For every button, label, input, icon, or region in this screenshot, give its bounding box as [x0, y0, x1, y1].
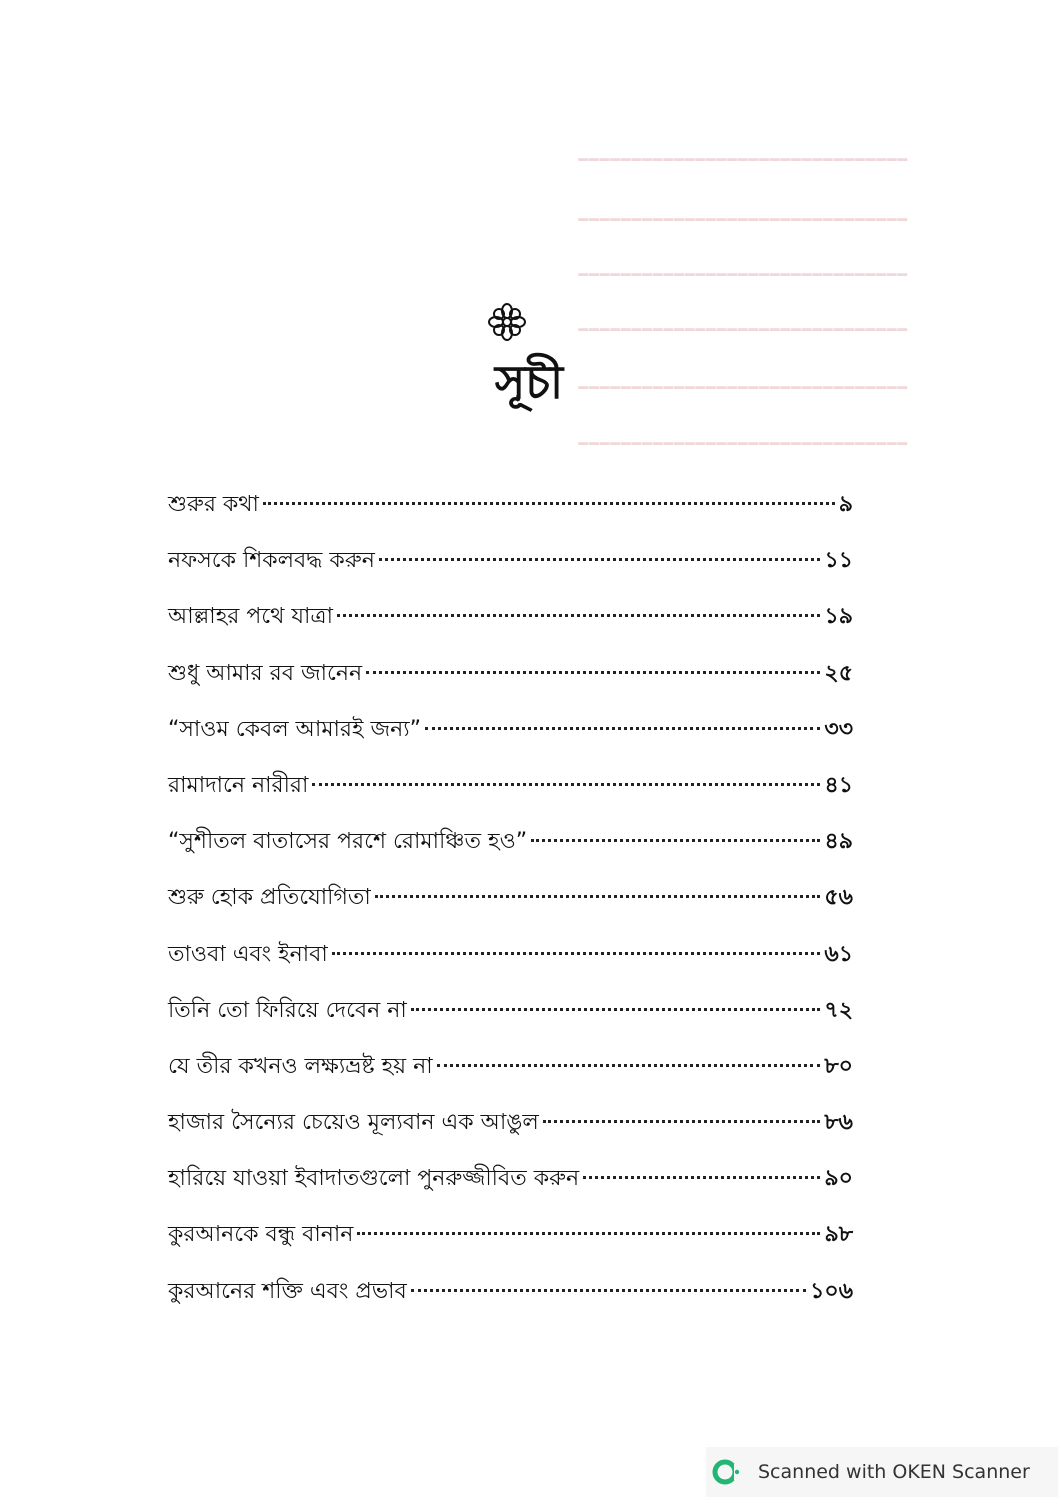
toc-entry: [168, 710, 853, 766]
toc-entry: [168, 654, 853, 710]
toc-entry-title: যে তীর কখনও লক্ষ্যভ্রষ্ট হয় না: [168, 1053, 433, 1079]
toc-dot-leader: [375, 895, 821, 898]
toc-dot-leader: [263, 502, 835, 505]
toc-entry: [168, 485, 853, 541]
toc-dot-leader: [411, 1008, 821, 1011]
flower-icon: [487, 302, 527, 342]
toc-entry-title: শুরু হোক প্রতিযোগিতা: [168, 885, 371, 911]
toc-entry-page-number: ৮৬: [824, 1110, 853, 1136]
toc-dot-leader: [543, 1120, 821, 1123]
toc-entry-title: কুরআনের শক্তি এবং প্রভাব: [168, 1278, 407, 1304]
toc-entry-page-number: ৩৩: [824, 716, 853, 742]
toc-entry-page-number: ৪৯: [824, 829, 853, 855]
toc-dot-leader: [379, 558, 821, 561]
toc-entry-page-number: ৯: [838, 492, 853, 517]
toc-dot-leader: [366, 671, 820, 674]
toc-entry-title: “সুশীতল বাতাসের পরশে রোমাঞ্চিত হও”: [168, 829, 528, 855]
toc-entry-page-number: ১৯: [824, 604, 853, 630]
scanner-watermark-text: Scanned with OKEN Scanner: [758, 1461, 1030, 1483]
toc-entry: [168, 822, 853, 878]
toc-entry-page-number: ৯৮: [824, 1222, 853, 1248]
toc-entry-page-number: ৮০: [824, 1053, 853, 1079]
document-page: ━━━━━━━━━━━━━━━━━━━━━━━━━━━━━━━ ━━━━━━━━━━━━━━━━━━━━━━━━━━━━━━━ ━━━━━━━━━━━━━━━━━━━━━━━━━━━━━━━ ━━━━━━━━━━━━━━━━━━━━━━━━━━━━━━━ ━━━━━━━━━━━━━━━━━━━━━━━━━━━━━━━ ━━━━━━━━━━━━━━━━━━━━━━━━━━━━━━━ সূচী শুরুর কথা ৯ নফসকে শিকলবদ্ধ করুন ১১ আল্লাহর পথে যাত্রা ১৯ শুধু আমার রব জানেন ২৫ “সাওম কেবল আমারই জন্য” ৩৩ রামাদানে নারীরা ৪১ “সুশীতল বাতাসের পরশে রোমাঞ্চিত হও” ৪৯ শুরু হোক প্রতিযোগিতা ৫৬ তাওবা এবং ইনাবা ৬১ তিনি তো ফিরিয়ে দেবেন না ৭২ যে তীর কখনও লক্ষ্যভ্রষ্ট হয় না ৮০ হাজার সৈন্যের চেয়েও মূল্যবান এক আঙুল ৮৬ হারিয়ে যাওয়া ইবাদাতগুলো পুনরুজ্জীবিত করুন ৯০ কুরআনকে বন্ধু বানান ৯৮ কুরআনের শক্তি এবং প্রভাব ১০৬ Scanned with OKEN Scanner: [0, 0, 1058, 1497]
toc-dot-leader: [425, 727, 820, 730]
toc-entry: [168, 935, 853, 991]
toc-entry-page-number: ৪১: [824, 772, 853, 798]
toc-entry-title: আল্লাহর পথে যাত্রা: [168, 604, 333, 630]
toc-entry-title: হারিয়ে যাওয়া ইবাদাতগুলো পুনরুজ্জীবিত করুন: [168, 1166, 580, 1192]
toc-dot-leader: [583, 1176, 820, 1179]
toc-entry: [168, 766, 853, 822]
table-of-contents: [168, 485, 853, 1328]
toc-entry-title: “সাওম কেবল আমারই জন্য”: [168, 716, 422, 742]
page-title: সূচী: [494, 355, 564, 409]
toc-entry: [168, 597, 853, 653]
toc-entry-title: হাজার সৈন্যের চেয়েও মূল্যবান এক আঙুল: [168, 1110, 539, 1136]
toc-dot-leader: [337, 614, 820, 617]
toc-entry-page-number: ২৫: [824, 660, 853, 686]
toc-dot-leader: [437, 1064, 821, 1067]
toc-entry-page-number: ১১: [824, 548, 853, 574]
toc-entry-title: তিনি তো ফিরিয়ে দেবেন না: [168, 997, 407, 1023]
toc-entry: [168, 541, 853, 597]
toc-entry: [168, 1272, 853, 1328]
toc-entry-page-number: ৫৬: [824, 885, 853, 911]
toc-entry: [168, 991, 853, 1047]
toc-entry: [168, 1047, 853, 1103]
toc-entry: [168, 1159, 853, 1215]
scanner-watermark: [706, 1447, 1058, 1497]
toc-entry-page-number: ৬১: [824, 941, 853, 967]
toc-entry-title: রামাদানে নারীরা: [168, 772, 309, 798]
toc-entry: [168, 1103, 853, 1159]
toc-entry: [168, 878, 853, 934]
toc-dot-leader: [411, 1289, 806, 1292]
toc-dot-leader: [332, 952, 821, 955]
toc-dot-leader: [531, 839, 820, 842]
toc-entry-page-number: ৯০: [824, 1166, 853, 1192]
toc-entry-page-number: ৭২: [824, 997, 853, 1023]
toc-entry: [168, 1215, 853, 1271]
toc-dot-leader: [312, 783, 820, 786]
toc-entry-page-number: ১০৬: [810, 1278, 853, 1304]
toc-entry-title: কুরআনকে বন্ধু বানান: [168, 1222, 354, 1248]
oken-scanner-logo-icon: [712, 1457, 742, 1487]
toc-entry-title: নফসকে শিকলবদ্ধ করুন: [168, 548, 375, 574]
toc-entry-title: শুধু আমার রব জানেন: [168, 660, 363, 686]
toc-dot-leader: [357, 1232, 820, 1235]
toc-entry-title: তাওবা এবং ইনাবা: [168, 941, 328, 967]
toc-entry-title: শুরুর কথা: [168, 492, 259, 517]
